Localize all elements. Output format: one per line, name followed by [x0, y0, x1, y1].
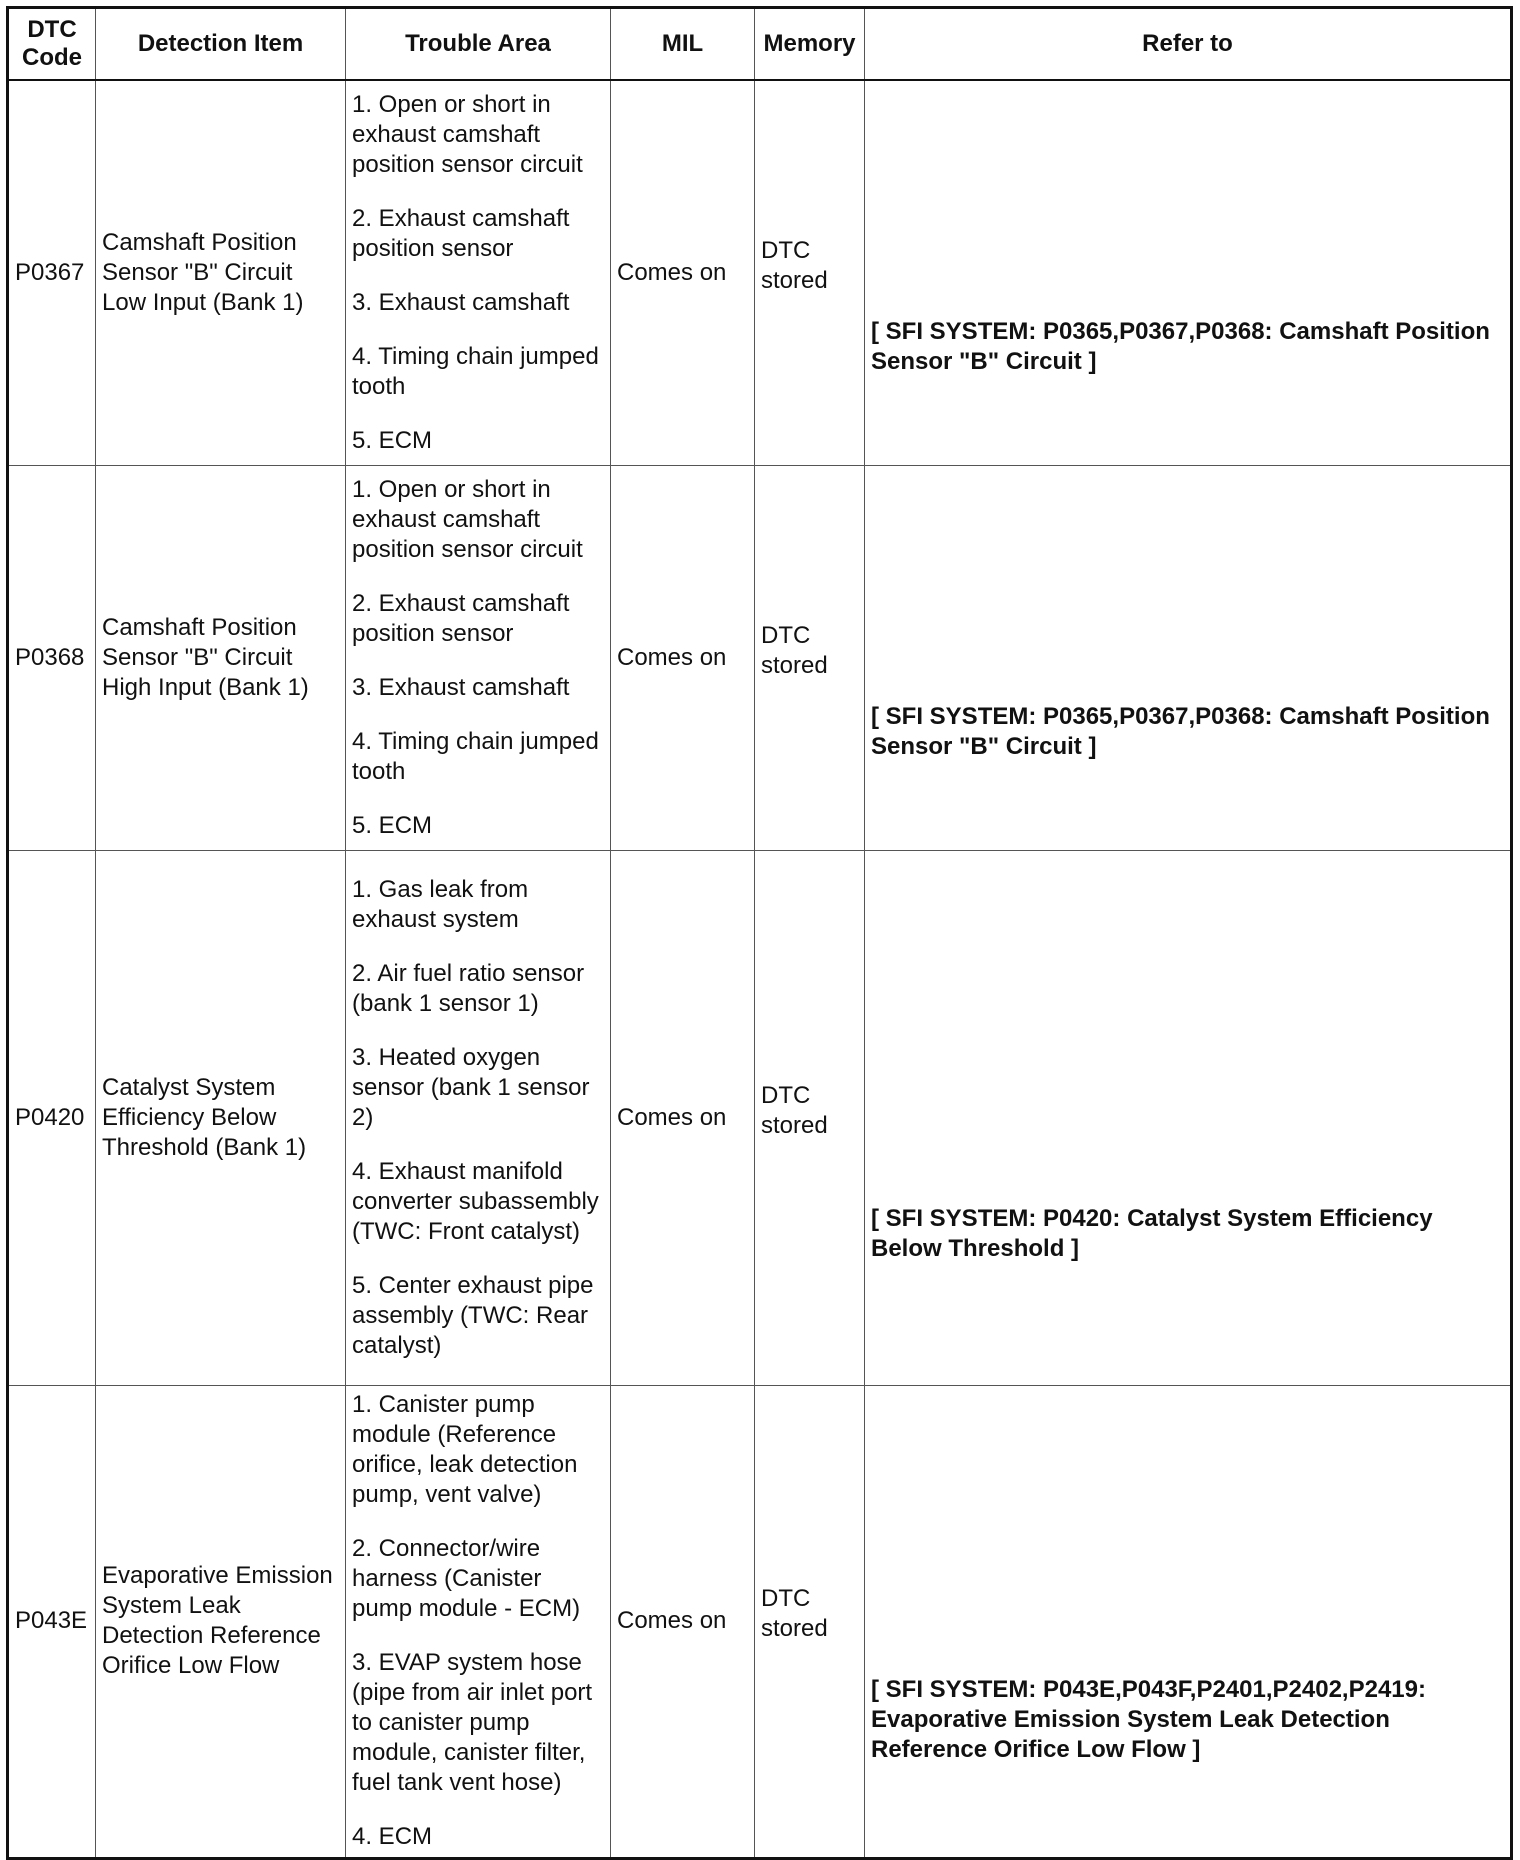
refer-to-cell	[865, 850, 1512, 1385]
refer-to-cell	[865, 1385, 1512, 1858]
trouble-area-item: 5. ECM	[352, 811, 433, 839]
refer-to-link-text: [ SFI SYSTEM: P0365,P0367,P0368: Camshaft Position Sensor "B" Circuit ]	[871, 702, 1490, 760]
trouble-area-item: 1. Open or short in exhaust camshaft position sensor circuit	[352, 475, 583, 563]
trouble-area-item: 1. Canister pump module (Reference orifice, leak detection pump, vent valve)	[352, 1391, 578, 1508]
memory-cell: DTC stored	[755, 850, 865, 1385]
detection-item-cell: Camshaft Position Sensor "B" Circuit Low Input (Bank 1)	[96, 80, 346, 465]
header-refer-to: Refer to	[865, 8, 1512, 81]
mil-cell: Comes on	[611, 1385, 755, 1858]
table-row	[8, 465, 1512, 850]
header-memory: Memory	[755, 8, 865, 81]
refer-to-cell	[865, 80, 1512, 465]
detection-item-cell: Evaporative Emission System Leak Detection Reference Orifice Low Flow	[96, 1385, 346, 1858]
dtc-table	[6, 6, 1513, 1860]
header-dtc-code: DTC Code	[8, 8, 96, 81]
memory-cell: DTC stored	[755, 80, 865, 465]
trouble-area-cell	[346, 80, 611, 465]
dtc-code-cell: P0367	[8, 80, 96, 465]
header-mil: MIL	[611, 8, 755, 81]
trouble-area-cell	[346, 850, 611, 1385]
table-row	[8, 850, 1512, 1385]
dtc-code-cell: P0368	[8, 465, 96, 850]
trouble-area-item: 3. Exhaust camshaft	[352, 673, 570, 701]
trouble-area-item: 4. Exhaust manifold converter subassembly (TWC: Front catalyst)	[352, 1157, 599, 1245]
detection-item-cell: Camshaft Position Sensor "B" Circuit High Input (Bank 1)	[96, 465, 346, 850]
table-row	[8, 1385, 1512, 1858]
trouble-area-item: 4. ECM	[352, 1823, 433, 1850]
mil-cell: Comes on	[611, 465, 755, 850]
trouble-area-item: 1. Open or short in exhaust camshaft position sensor circuit	[352, 90, 583, 178]
trouble-area-item: 2. Exhaust camshaft position sensor	[352, 204, 570, 262]
header-detection-item: Detection Item	[96, 8, 346, 81]
trouble-area-cell	[346, 465, 611, 850]
refer-to-link-text: [ SFI SYSTEM: P0420: Catalyst System Efficiency Below Threshold ]	[871, 1204, 1433, 1262]
trouble-area-item: 3. Heated oxygen sensor (bank 1 sensor 2)	[352, 1043, 590, 1131]
memory-cell: DTC stored	[755, 1385, 865, 1858]
trouble-area-item: 3. Exhaust camshaft	[352, 288, 570, 316]
table-header-row	[8, 8, 1512, 81]
mil-cell: Comes on	[611, 80, 755, 465]
trouble-area-item: 2. Connector/wire harness (Canister pump module - ECM)	[352, 1535, 581, 1622]
trouble-area-item: 1. Gas leak from exhaust system	[352, 875, 529, 933]
dtc-code-cell: P043E	[8, 1385, 96, 1858]
table-row	[8, 80, 1512, 465]
trouble-area-item: 2. Air fuel ratio sensor (bank 1 sensor 1)	[352, 959, 585, 1017]
header-trouble-area: Trouble Area	[346, 8, 611, 81]
trouble-area-item: 2. Exhaust camshaft position sensor	[352, 589, 570, 647]
trouble-area-item: 3. EVAP system hose (pipe from air inlet port to canister pump module, canister filter, fuel tank vent hose)	[352, 1649, 593, 1796]
trouble-area-item: 5. Center exhaust pipe assembly (TWC: Rear catalyst)	[352, 1271, 594, 1359]
trouble-area-cell	[346, 1385, 611, 1858]
trouble-area-item: 4. Timing chain jumped tooth	[352, 342, 599, 400]
dtc-code-cell: P0420	[8, 850, 96, 1385]
trouble-area-item: 5. ECM	[352, 426, 433, 454]
mil-cell: Comes on	[611, 850, 755, 1385]
refer-to-link-text: [ SFI SYSTEM: P0365,P0367,P0368: Camshaft Position Sensor "B" Circuit ]	[871, 317, 1490, 375]
memory-cell: DTC stored	[755, 465, 865, 850]
refer-to-link-text: [ SFI SYSTEM: P043E,P043F,P2401,P2402,P2419: Evaporative Emission System Leak Detection Reference Orifice Low Flow ]	[871, 1675, 1426, 1763]
trouble-area-item: 4. Timing chain jumped tooth	[352, 727, 599, 785]
detection-item-cell: Catalyst System Efficiency Below Threshold (Bank 1)	[96, 850, 346, 1385]
refer-to-cell	[865, 465, 1512, 850]
